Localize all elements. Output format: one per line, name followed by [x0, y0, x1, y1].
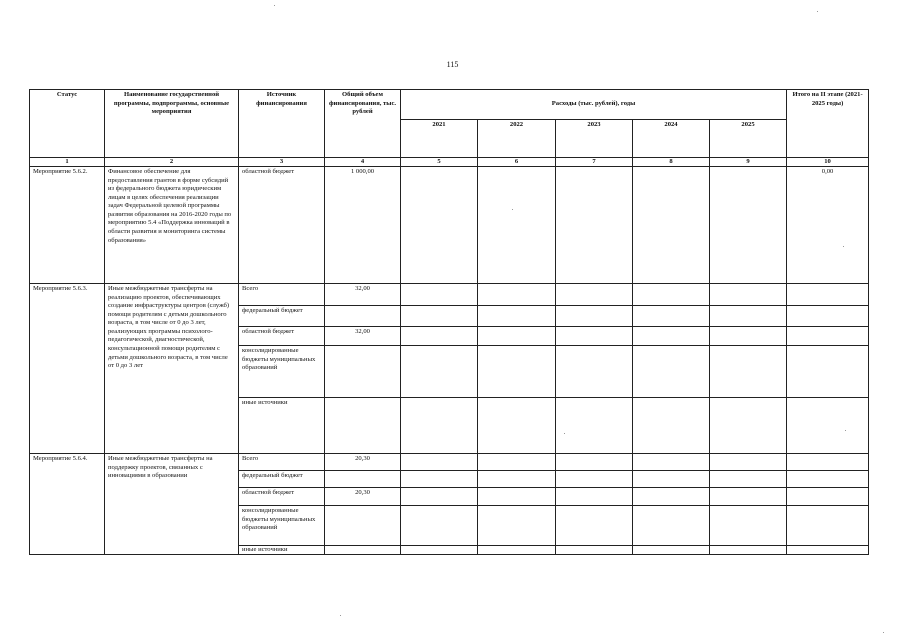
row-status: Мероприятие 5.6.3. [30, 284, 105, 454]
table-row [30, 284, 869, 306]
column-number: 7 [556, 158, 633, 167]
itogo-value [787, 546, 869, 555]
source-label: федеральный бюджет [239, 471, 325, 488]
column-number: 4 [325, 158, 401, 167]
source-label: областной бюджет [239, 167, 325, 284]
row-status: Мероприятие 5.6.4. [30, 454, 105, 555]
column-number: 3 [239, 158, 325, 167]
header-year: 2025 [710, 120, 787, 158]
total-value: 32,00 [325, 284, 401, 306]
header-year: 2022 [478, 120, 556, 158]
source-label: иные источники [239, 546, 325, 555]
total-value: 32,00 [325, 327, 401, 346]
row-status: Мероприятие 5.6.2. [30, 167, 105, 284]
header-expenses: Расходы (тыс. рублей), годы [401, 90, 787, 120]
column-number: 2 [105, 158, 239, 167]
column-number: 10 [787, 158, 869, 167]
page-number: 115 [446, 60, 459, 69]
total-value [325, 471, 401, 488]
itogo-value: 0,00 [787, 167, 869, 284]
header-status: Статус [30, 90, 105, 158]
total-value: 1 000,00 [325, 167, 401, 284]
row-name: Финансовое обеспечение для предоставления грантов в форме субсидий из федерального бюджета юридическим лицам в целях обеспечения реализации задач Федеральной целевой программы развития образования на 2016-2020 годы по мероприятию 5.4 «Поддержка инноваций в области развития и мониторинга системы образования» [105, 167, 239, 284]
table-row [30, 167, 869, 284]
itogo-value [787, 346, 869, 398]
header-year: 2024 [633, 120, 710, 158]
financing-table [29, 89, 869, 555]
row-name: Иные межбюджетные трансферты на поддержку проектов, связанных с инновациями в образовании [105, 454, 239, 555]
total-value [325, 546, 401, 555]
total-value [325, 346, 401, 398]
source-label: федеральный бюджет [239, 306, 325, 327]
itogo-value [787, 327, 869, 346]
source-label: областной бюджет [239, 488, 325, 506]
total-value [325, 306, 401, 327]
header-total: Общий объем финансирования, тыс. рублей [325, 90, 401, 158]
total-value: 20,30 [325, 488, 401, 506]
source-label: консолидированные бюджеты муниципальных образований [239, 346, 325, 398]
column-number: 6 [478, 158, 556, 167]
source-label: консолидированные бюджеты муниципальных образований [239, 506, 325, 546]
itogo-value [787, 506, 869, 546]
itogo-value [787, 454, 869, 471]
source-label: Всего [239, 284, 325, 306]
header-name: Наименование государственной программы, подпрограммы, основные мероприятия [105, 90, 239, 158]
header-year: 2021 [401, 120, 478, 158]
column-number: 5 [401, 158, 478, 167]
table-row [30, 454, 869, 471]
itogo-value [787, 488, 869, 506]
source-label: областной бюджет [239, 327, 325, 346]
row-name: Иные межбюджетные трансферты на реализацию проектов, обеспечивающих создание инфраструктуры центров (служб) помощи родителям с детьми дошкольного возраста, в том числе от 0 до 3 лет, реализующих программы психолого-педагогической, диагностической, консультационной помощи родителям с детьми дошкольного возраста, в том числе от 0 до 3 лет [105, 284, 239, 454]
itogo-value [787, 471, 869, 488]
total-value [325, 506, 401, 546]
header-source: Источник финансирования [239, 90, 325, 158]
source-label: Всего [239, 454, 325, 471]
total-value: 20,30 [325, 454, 401, 471]
column-number: 8 [633, 158, 710, 167]
itogo-value [787, 398, 869, 454]
itogo-value [787, 284, 869, 306]
header-itogo: Итого на II этапе (2021-2025 годы) [787, 90, 869, 158]
column-number: 1 [30, 158, 105, 167]
source-label: иные источники [239, 398, 325, 454]
column-number: 9 [710, 158, 787, 167]
header-year: 2023 [556, 120, 633, 158]
itogo-value [787, 306, 869, 327]
total-value [325, 398, 401, 454]
